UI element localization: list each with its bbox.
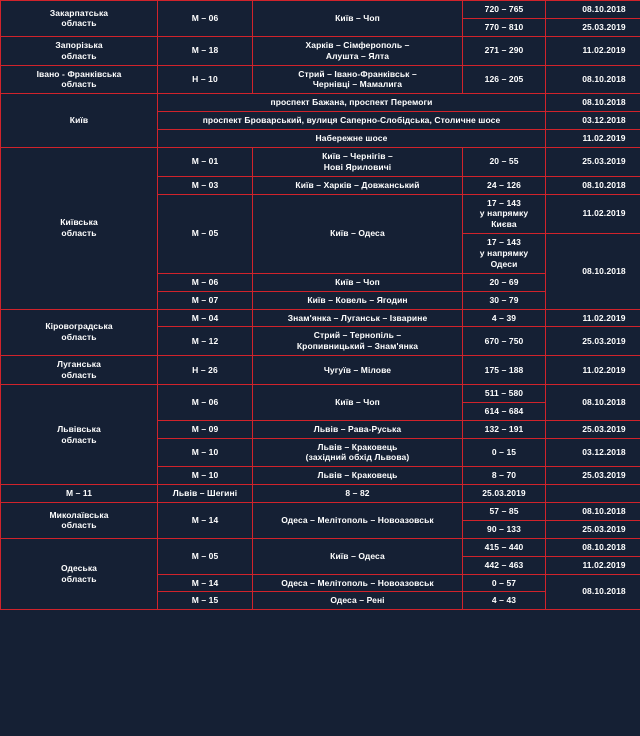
km-range-cell: 175 – 188	[463, 356, 546, 385]
road-number-cell: М – 14	[158, 503, 253, 539]
date-cell: 03.12.2018	[546, 112, 640, 130]
road-number-cell: М – 06	[158, 1, 253, 37]
region-cell: Запорізька область	[1, 36, 158, 65]
date-cell: 08.10.2018	[546, 1, 640, 19]
km-range-cell: 30 – 79	[463, 291, 546, 309]
table-row	[1, 36, 640, 65]
region-cell: Львівська область	[1, 384, 158, 484]
date-cell: 25.03.2019	[546, 467, 640, 485]
km-range-cell: 8 – 82	[253, 485, 463, 503]
km-range-cell: 415 – 440	[463, 538, 546, 556]
date-cell: 08.10.2018	[546, 574, 640, 610]
road-name-cell: Львів – Краковець (західний обхід Львова)	[253, 438, 463, 467]
km-range-cell: 132 – 191	[463, 420, 546, 438]
table-row	[1, 309, 640, 327]
date-cell: 03.12.2018	[546, 438, 640, 467]
road-name-cell: Стрий – Івано-Франківськ – Чернівці – Мамалига	[253, 65, 463, 94]
table-row	[1, 94, 640, 112]
table-row	[1, 356, 640, 385]
date-cell: 25.03.2019	[546, 147, 640, 176]
date-cell: 11.02.2019	[546, 356, 640, 385]
km-range-cell: 670 – 750	[463, 327, 546, 356]
table-row	[1, 384, 640, 402]
date-cell: 25.03.2019	[546, 420, 640, 438]
km-range-cell: 20 – 69	[463, 273, 546, 291]
date-cell: 08.10.2018	[546, 234, 640, 309]
table-row	[1, 1, 640, 19]
table-row	[1, 147, 640, 176]
road-number-cell: Н – 26	[158, 356, 253, 385]
km-range-cell: 511 – 580	[463, 384, 546, 402]
road-name-cell: Київ – Ковель – Ягодин	[253, 291, 463, 309]
road-number-cell: М – 10	[158, 438, 253, 467]
road-number-cell: М – 01	[158, 147, 253, 176]
date-cell: 08.10.2018	[546, 384, 640, 420]
date-cell: 11.02.2019	[546, 130, 640, 148]
km-range-cell: 271 – 290	[463, 36, 546, 65]
region-cell: Київська область	[1, 147, 158, 309]
km-range-cell: 4 – 39	[463, 309, 546, 327]
road-number-cell: М – 03	[158, 176, 253, 194]
road-number-cell: М – 15	[158, 592, 253, 610]
road-number-cell: М – 10	[158, 467, 253, 485]
km-range-cell: 17 – 143 у напрямку Києва	[463, 194, 546, 234]
road-name-cell: Київ – Чоп	[253, 273, 463, 291]
road-name-cell: Харків – Сімферополь – Алушта – Ялта	[253, 36, 463, 65]
region-cell: Луганська область	[1, 356, 158, 385]
date-cell: 08.10.2018	[546, 503, 640, 521]
road-name-cell: Київ – Харків – Довжанський	[253, 176, 463, 194]
region-cell: Івано - Франківська область	[1, 65, 158, 94]
date-cell: 25.03.2019	[546, 520, 640, 538]
date-cell: 08.10.2018	[546, 94, 640, 112]
table-row	[1, 65, 640, 94]
road-name-span-cell: проспект Бажана, проспект Перемоги	[158, 94, 546, 112]
km-range-cell: 614 – 684	[463, 402, 546, 420]
road-name-cell: Знам'янка – Луганськ – Ізварине	[253, 309, 463, 327]
km-range-cell: 442 – 463	[463, 556, 546, 574]
road-name-cell: Львів – Краковець	[253, 467, 463, 485]
road-number-cell: М – 07	[158, 291, 253, 309]
date-cell: 11.02.2019	[546, 36, 640, 65]
km-range-cell: 8 – 70	[463, 467, 546, 485]
region-cell: Київ	[1, 94, 158, 148]
km-range-cell: 20 – 55	[463, 147, 546, 176]
km-range-cell: 90 – 133	[463, 520, 546, 538]
km-range-cell: 770 – 810	[463, 18, 546, 36]
table-row	[1, 485, 640, 503]
region-cell: Закарпатська область	[1, 1, 158, 37]
road-name-cell: Київ – Чоп	[253, 384, 463, 420]
road-name-span-cell: проспект Броварський, вулиця Саперно-Слобідська, Столичне шосе	[158, 112, 546, 130]
table-row	[1, 538, 640, 556]
km-range-cell: 57 – 85	[463, 503, 546, 521]
date-cell: 08.10.2018	[546, 65, 640, 94]
road-number-cell: М – 18	[158, 36, 253, 65]
road-name-span-cell: Набережне шосе	[158, 130, 546, 148]
date-cell: 11.02.2019	[546, 556, 640, 574]
date-cell: 08.10.2018	[546, 538, 640, 556]
road-number-cell: Н – 10	[158, 65, 253, 94]
road-name-cell: Одеса – Мелітополь – Новоазовськ	[253, 503, 463, 539]
km-range-cell: 0 – 57	[463, 574, 546, 592]
km-range-cell: 4 – 43	[463, 592, 546, 610]
road-name-cell: Одеса – Мелітополь – Новоазовськ	[253, 574, 463, 592]
km-range-cell: 0 – 15	[463, 438, 546, 467]
road-name-cell: Київ – Чоп	[253, 1, 463, 37]
road-number-cell: М – 06	[158, 273, 253, 291]
road-name-cell: Стрий – Тернопіль – Кропивницький – Знам'янка	[253, 327, 463, 356]
region-cell: Одеська область	[1, 538, 158, 610]
km-range-cell: 126 – 205	[463, 65, 546, 94]
road-number-cell: М – 11	[1, 485, 158, 503]
road-number-cell: М – 05	[158, 538, 253, 574]
date-cell: 08.10.2018	[546, 176, 640, 194]
date-cell: 25.03.2019	[463, 485, 546, 503]
road-name-cell: Одеса – Рені	[253, 592, 463, 610]
road-number-cell: М – 04	[158, 309, 253, 327]
date-cell: 11.02.2019	[546, 309, 640, 327]
road-number-cell: М – 06	[158, 384, 253, 420]
road-name-cell: Львів – Рава-Руська	[253, 420, 463, 438]
road-name-cell: Київ – Одеса	[253, 538, 463, 574]
table-row	[1, 503, 640, 521]
date-cell: 11.02.2019	[546, 194, 640, 234]
date-cell: 25.03.2019	[546, 18, 640, 36]
road-name-cell: Чугуїв – Мілове	[253, 356, 463, 385]
road-name-cell: Львів – Шегині	[158, 485, 253, 503]
region-cell: Кіровоградська область	[1, 309, 158, 356]
km-range-cell: 24 – 126	[463, 176, 546, 194]
road-number-cell: М – 14	[158, 574, 253, 592]
km-range-cell: 720 – 765	[463, 1, 546, 19]
date-cell: 25.03.2019	[546, 327, 640, 356]
road-name-cell: Київ – Одеса	[253, 194, 463, 273]
road-number-cell: М – 09	[158, 420, 253, 438]
road-name-cell: Київ – Чернігів – Нові Яриловичі	[253, 147, 463, 176]
km-range-cell: 17 – 143 у напрямку Одеси	[463, 234, 546, 274]
region-cell: Миколаївська область	[1, 503, 158, 539]
road-number-cell: М – 12	[158, 327, 253, 356]
road-number-cell: М – 05	[158, 194, 253, 273]
